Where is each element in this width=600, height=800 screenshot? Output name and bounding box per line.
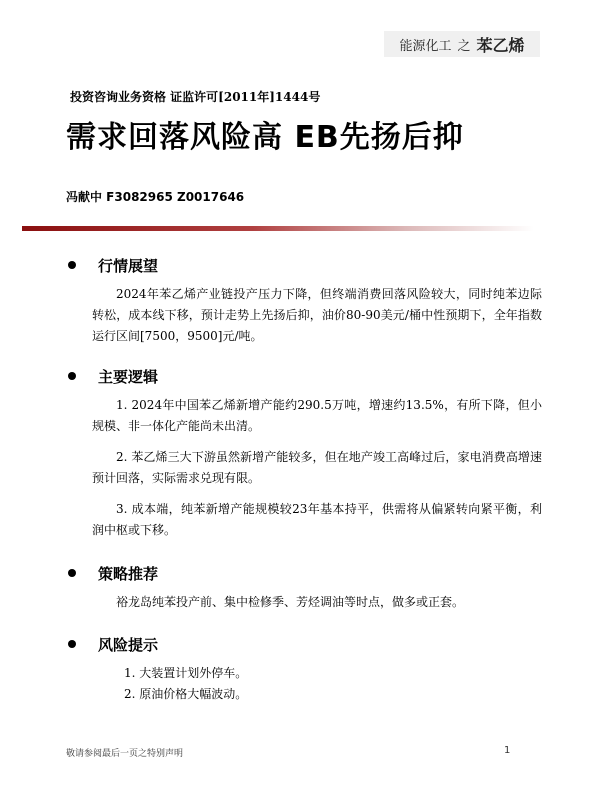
qualification-line: 投资咨询业务资格 证监许可[2011年]1444号 xyxy=(70,90,321,104)
heading-text: 行情展望 xyxy=(98,256,159,275)
section-heading-outlook xyxy=(68,255,158,275)
heading-text: 策略推荐 xyxy=(98,564,159,583)
product-label: 苯乙烯 xyxy=(476,35,525,55)
strategy-paragraph: 裕龙岛纯苯投产前、集中检修季、芳烃调油等时点，做多或正套。 xyxy=(116,595,465,609)
risk-item-2: 2. 原油价格大幅波动。 xyxy=(124,687,248,701)
section-heading-logic xyxy=(68,366,158,386)
bullet-icon xyxy=(68,569,76,577)
header-divider xyxy=(22,226,534,231)
section-heading-strategy xyxy=(68,563,158,583)
outlook-paragraph: 2024年苯乙烯产业链投产压力下降，但终端消费回落风险较大，同时纯苯边际转松，成本线下移，预计走势上先扬后抑，油价80-90美元/桶中性预期下，全年指数运行区间[7500，9500]元/吨。 xyxy=(92,287,542,343)
author-line: 冯献中 F3082965 Z0017646 xyxy=(66,190,245,204)
logic-point-3: 3. 成本端，纯苯新增产能规模较23年基本持平，供需将从偏紧转向紧平衡，利润中枢或下移。 xyxy=(92,502,542,537)
report-title: 需求回落风险高 EB先扬后抑 xyxy=(66,120,464,155)
sector-separator: 之 xyxy=(457,38,471,54)
risk-item-1: 1. 大装置计划外停车。 xyxy=(124,666,248,680)
bullet-icon xyxy=(68,261,76,269)
page-number: 1 xyxy=(504,745,511,756)
sector-tag xyxy=(384,31,540,57)
heading-text: 风险提示 xyxy=(98,635,159,654)
bullet-icon xyxy=(68,640,76,648)
logic-point-1: 1. 2024年中国苯乙烯新增产能约290.5万吨，增速约13.5%，有所下降，但小规模、非一体化产能尚未出清。 xyxy=(92,398,542,433)
footer-disclaimer: 敬请参阅最后一页之特别声明 xyxy=(66,749,184,759)
heading-text: 主要逻辑 xyxy=(98,367,159,386)
logic-point-2: 2. 苯乙烯三大下游虽然新增产能较多，但在地产竣工高峰过后，家电消费高增速预计回落，实际需求兑现有限。 xyxy=(92,450,542,485)
sector-label: 能源化工 xyxy=(399,38,452,54)
section-heading-risk xyxy=(68,634,158,654)
bullet-icon xyxy=(68,372,76,380)
